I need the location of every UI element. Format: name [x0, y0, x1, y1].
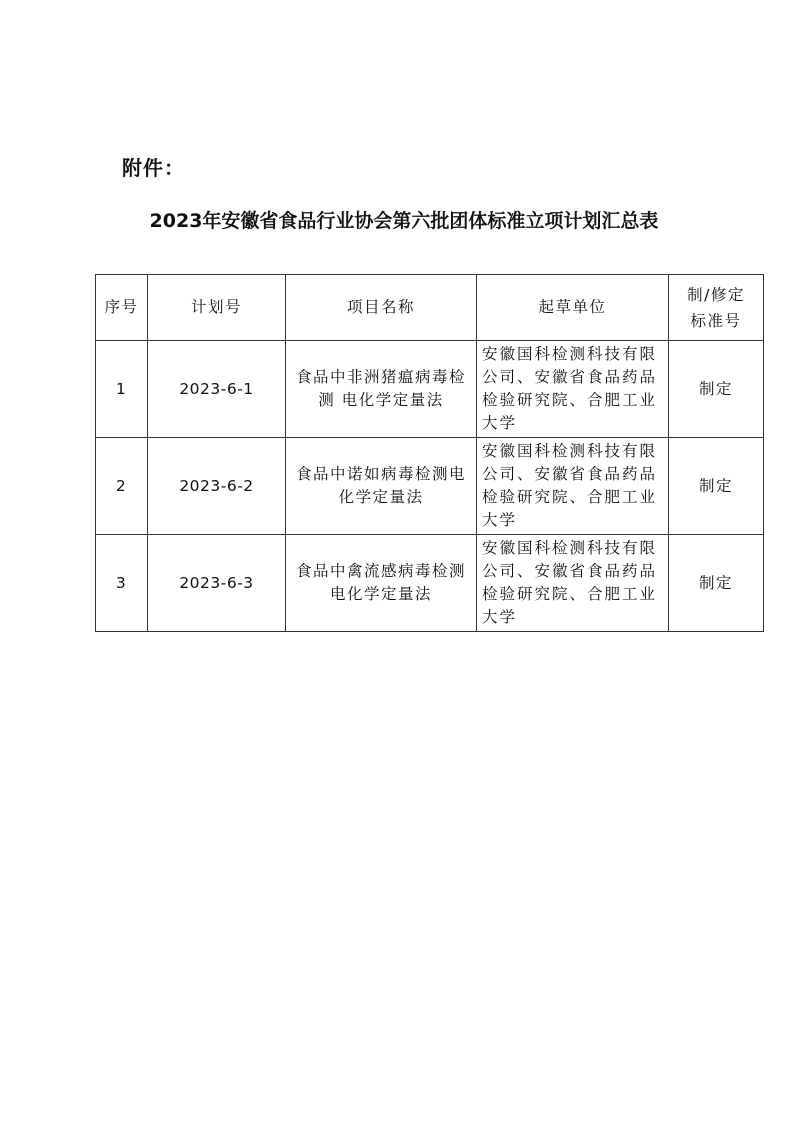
header-seq: 序号 — [96, 275, 148, 341]
cell-revision: 制定 — [669, 535, 764, 632]
cell-seq: 1 — [96, 341, 148, 438]
cell-project-name: 食品中诺如病毒检测电化学定量法 — [286, 438, 477, 535]
header-drafting-unit: 起草单位 — [477, 275, 669, 341]
standards-plan-table — [95, 274, 764, 632]
cell-revision: 制定 — [669, 438, 764, 535]
cell-plan-no — [148, 535, 286, 632]
plan-no-text: 2023-6-2 — [179, 476, 254, 495]
cell-revision: 制定 — [669, 341, 764, 438]
plan-no-text: 2023-6-3 — [179, 573, 254, 592]
cell-plan-no — [148, 438, 286, 535]
cell-project-name: 食品中非洲猪瘟病毒检测 电化学定量法 — [286, 341, 477, 438]
plan-no-text: 2023-6-1 — [179, 379, 254, 398]
table-row — [96, 535, 764, 632]
attachment-label: 附件： — [122, 156, 185, 180]
cell-drafting-unit: 安徽国科检测科技有限公司、安徽省食品药品检验研究院、合肥工业大学 — [477, 438, 669, 535]
table-row — [96, 341, 764, 438]
header-revision — [669, 275, 764, 341]
header-project-name: 项目名称 — [286, 275, 477, 341]
cell-project-name: 食品中禽流感病毒检测 电化学定量法 — [286, 535, 477, 632]
cell-seq: 2 — [96, 438, 148, 535]
cell-seq: 3 — [96, 535, 148, 632]
header-plan-no: 计划号 — [148, 275, 286, 341]
document-title: 2023年安徽省食品行业协会第六批团体标准立项计划汇总表 — [149, 210, 659, 232]
cell-drafting-unit: 安徽国科检测科技有限公司、安徽省食品药品检验研究院、合肥工业大学 — [477, 535, 669, 632]
table-row — [96, 438, 764, 535]
header-revision-label: 制/修定标准号 — [687, 285, 745, 330]
cell-plan-no — [148, 341, 286, 438]
cell-drafting-unit: 安徽国科检测科技有限公司、安徽省食品药品检验研究院、合肥工业大学 — [477, 341, 669, 438]
table-header-row — [96, 275, 764, 341]
